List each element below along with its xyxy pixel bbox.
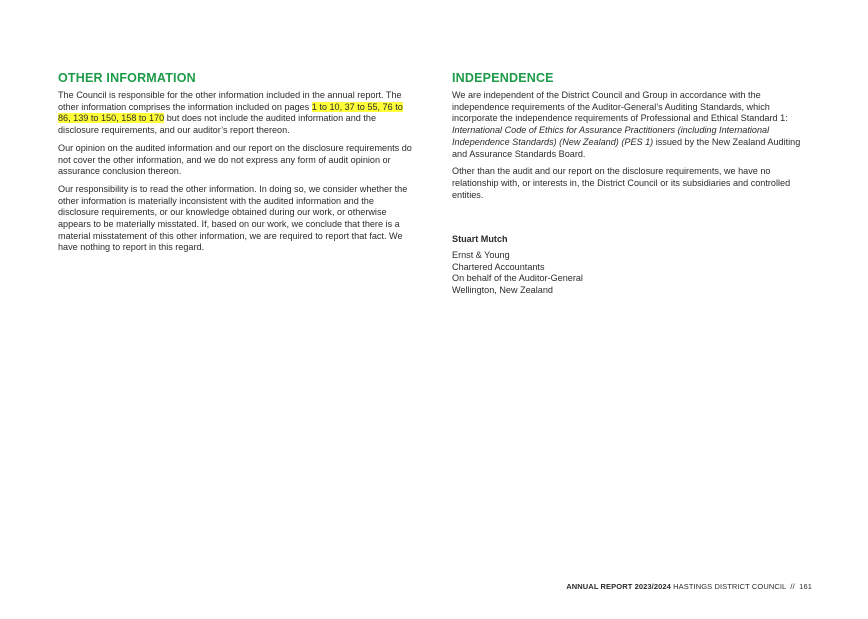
signature-block <box>452 234 802 297</box>
highlighted-page-ranges: 1 to 10, 37 to 55, 76 to 86, 139 to 150, 158 to 170 <box>58 101 403 124</box>
other-information-paragraph-2: Our opinion on the audited information and our report on the disclosure requirements do not cover the other information, and we do not express any form of audit opinion or assurance conclusion thereon. <box>58 142 412 177</box>
other-information-paragraph-1 <box>58 90 414 137</box>
footer-org: HASTINGS DISTRICT COUNCIL <box>670 582 787 591</box>
other-information-heading: OTHER INFORMATION <box>58 71 196 85</box>
paragraph-text: issued by the New Zealand Auditing and Assurance Standards Board. <box>452 136 801 159</box>
page-footer <box>566 582 812 591</box>
signatory-location: Wellington, New Zealand <box>452 285 553 296</box>
signatory-capacity: On behalf of the Auditor-General <box>452 273 583 284</box>
signatory-firm: Ernst & Young <box>452 250 510 260</box>
independence-paragraph-1 <box>452 90 802 160</box>
independence-section <box>452 71 802 207</box>
other-information-section <box>58 71 414 260</box>
independence-heading: INDEPENDENCE <box>452 71 554 85</box>
signatory-title: Chartered Accountants <box>452 261 545 272</box>
footer-separator: // <box>786 582 800 591</box>
standard-title: International Code of Ethics for Assurance Practitioners (including International Independence Standards) (New Zealand) (PES 1) <box>452 125 770 147</box>
footer-report-label: ANNUAL REPORT 2023/2024 <box>566 582 671 591</box>
paragraph-text: The Council is responsible for the other information included in the annual report. The other information comprises the information included on pages <box>58 90 402 112</box>
paragraph-text: but does not include the audited information and the disclosure requirements, and our auditor’s report thereon. <box>58 113 377 136</box>
paragraph-text: We are independent of the District Council and Group in accordance with the independence requirements of the Auditor-General’s Auditing Standards, which incorporate the independence requirements of Professional and Ethical Standard 1: <box>452 90 788 124</box>
page-number: 161 <box>799 582 812 591</box>
other-information-paragraph-3: Our responsibility is to read the other information. In doing so, we consider whether the other information is materially inconsistent with the audited information and the disclosure requirements, or our knowledge obtained during our work, or otherwise appears to be materially misstated. If, based on our work, we conclude that there is a material misstatement of this other information, we are required to report that fact. We have nothing to report in this regard. <box>58 183 408 253</box>
signatory-name: Stuart Mutch <box>452 234 508 244</box>
independence-paragraph-2: Other than the audit and our report on the disclosure requirements, we have no relationship with, or interests in, the District Council or its subsidiaries and controlled entities. <box>452 166 791 200</box>
